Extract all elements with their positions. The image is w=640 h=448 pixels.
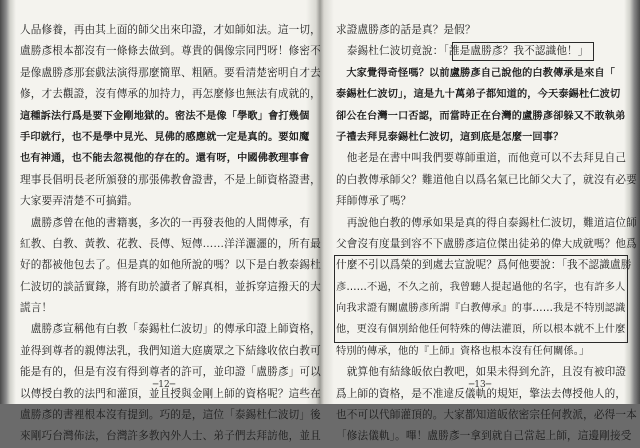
text-line: 泰錫杜仁波切竟說：「誰是盧勝彥？我不認識他！」 <box>336 45 589 58</box>
text-line: 修，才去觀證，沒有傳承的加持力，再怎麼修也無法有成就的， <box>20 88 321 101</box>
text-line: 也不可以代師灌頂的。大家都知道皈依密宗任何教派，必得一本 <box>336 409 637 422</box>
text-line: 爲上師的資格，是不准違反儀軌的規矩，擎法去傳授他人的， <box>336 387 627 400</box>
text-line: 以傳授白教的法門和灌頂，並且授與金剛上師的資格呢？這些在 <box>20 387 321 400</box>
text-line: 是像盧勝彥那套戲法演得那麼簡單、粗陋。要看清楚密明自才去 <box>20 66 321 79</box>
text-line: 好的都被他包去了。但是真的如他所說的嗎？以下是白教泰錫杜 <box>20 259 321 272</box>
text-line: 理事長倡明長老所頒發的那張佛教會證書，不是上師資格證書， <box>20 173 321 186</box>
text-line: 人品修養，再由其上面的師父出來印證，才如師如法。這一切， <box>20 24 321 36</box>
text-line-emphasis: 泰錫杜仁波切」，這是九十萬弟子都知道的，今天泰錫杜仁波切 <box>336 89 621 101</box>
left-page <box>20 0 321 443</box>
text-line: 拜師傳承了嗎？ <box>336 195 412 208</box>
text-line: 盧勝彥曾在他的書籍裏，多次的一再發表他的人間傳承，有 <box>20 216 311 229</box>
text-line-quote: 他，更沒有個別給他任何特殊的傳法灌頂，所以根本就不上什麼 <box>336 324 626 336</box>
text-line-emphasis: 也有神通，也不能去忽視他的存在的。還有呀，中國佛教理事會 <box>20 153 310 165</box>
text-line: 求證盧勝彥的話是真？是假？ <box>336 24 476 36</box>
text-line-emphasis: 這種訴法行爲是要下金剛地獄的。密法不是像「學歌」會打幾個 <box>20 110 310 122</box>
text-line: 盧勝彥宣稱他有白教「泰錫杜仁波切」的傳承印證上師資格， <box>20 323 321 336</box>
text-line: 能是有的，但是有沒有得到尊者的許可，並印證「盧勝彥」可以 <box>20 366 321 379</box>
text-line: 並得到尊者的親傳法乳，我們知道大庭廣眾之下結緣收依白教可 <box>20 344 321 357</box>
text-line: 什麼不引以爲榮的到處去宣說呢？爲何他要說：「我不認識盧勝 <box>336 259 632 272</box>
right-page <box>336 0 637 443</box>
text-line: 盧勝彥的書裡根本沒有提到。巧的是，這位「泰錫杜仁波切」後 <box>20 409 321 422</box>
text-line: 仁波切的談話實錄，將有助於讀者了解真相，並拆穿這撥天的大 <box>20 280 321 293</box>
text-line: 就算他有結緣皈依白教吧，如果未得到允許，且沒有被印證 <box>336 366 627 379</box>
text-line: 盧勝彥根本都沒有一條條去做到。尊貴的偶像宗同門呀！修密不 <box>20 45 321 58</box>
text-line-quote: 彥……不過，不久之前，我曾聽人提起過他的名字，也有許多人 <box>336 281 626 293</box>
text-line: 的白教傳承師父？難道他自以爲名氣已比師父大了，就沒有必要 <box>336 173 637 186</box>
text-line: 父會沒有度量到容不下盧勝彥這位傑出徒弟的偉大成就嗎？他爲 <box>336 237 637 250</box>
text-line-emphasis: 卻公在台灣一口否認，而當時正在台灣的盧勝彥卻躲又不敢執弟 <box>336 110 626 122</box>
text-line: 再說他白教的傳承如果是真的得自泰錫杜仁波切，難道這位師 <box>336 216 637 229</box>
text-line-quote: 特別的傳承，他的『上師』資格也根本沒有任何關係。」 <box>336 345 590 357</box>
text-line: 「修法儀軌」。嗶！盧勝彥一拿到就自己當起上師，這邊剛接受 <box>336 430 632 443</box>
text-line: 紅教、白教、黃教、花教、長傳、短傳……洋洋灑灑的，所有最 <box>20 237 321 250</box>
page-number: ─12─ <box>152 380 176 390</box>
text-line: 他老是在書中叫我們要尊師重道，而他竟可以不去拜見自己 <box>336 152 627 165</box>
text-line-emphasis: 手印就行，也不是學中見光、見佛的感應就一定是真的。要如魔 <box>20 131 310 143</box>
page-number: ─13─ <box>468 380 492 390</box>
text-line-emphasis: 子禮去拜見泰錫杜仁波切，這到底是怎麼一回事？ <box>336 131 564 143</box>
text-line: 大家要弄清楚不可搞錯。 <box>20 195 139 208</box>
text-line-quote: 向我求證有關盧勝彥所謂『白教傳承』的事……我是不特別認識 <box>336 303 626 315</box>
text-line: 來剛巧台灣佈法，台灣許多教內外人士、弟子們去拜訪他，並且 <box>20 430 321 443</box>
text-line-emphasis: 大家覺得奇怪嗎？以前盧勝彥自己說他的白教傳承是來自「 <box>336 67 616 79</box>
text-line: 謊言！ <box>20 302 53 315</box>
